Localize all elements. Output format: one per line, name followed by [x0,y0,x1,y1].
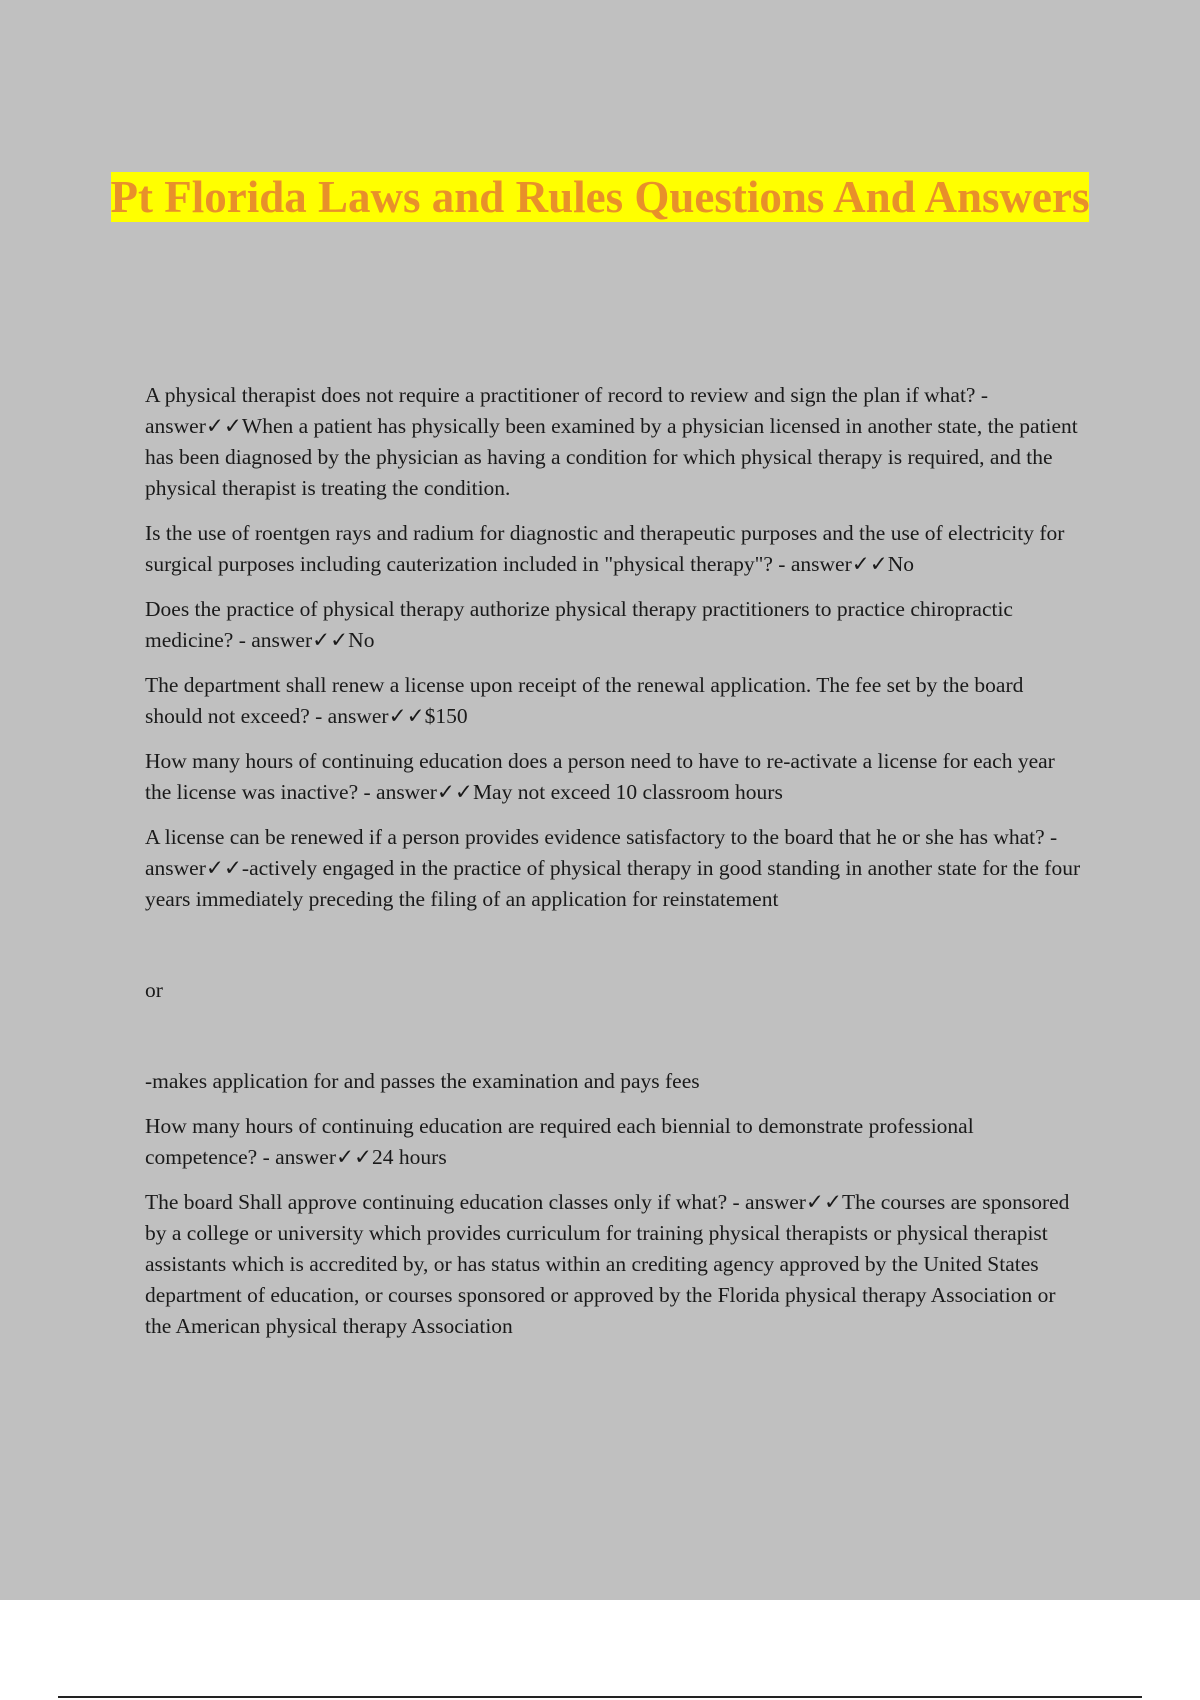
qa-content [145,380,1085,1356]
qa-entry: The board Shall approve continuing education classes only if what? - answer✓✓The courses are sponsored by a college or university which provides curriculum for training physical therapists or physical therapist assistants which is accredited by, or has status within an crediting agency approved by the United States department of education, or courses sponsored or approved by the Florida physical therapy Association or the American physical therapy Association [145,1190,1070,1338]
qa-entry: The department shall renew a license upon receipt of the renewal application. The fee set by the board should not exceed? - answer✓✓$150 [145,673,1024,728]
qa-entry: Is the use of roentgen rays and radium for diagnostic and therapeutic purposes and the use of electricity for surgical purposes including cauterization included in "physical therapy"? - answer✓✓No [145,521,1065,576]
qa-entry: A license can be renewed if a person provides evidence satisfactory to the board that he or she has what? - answer✓✓-actively engaged in the practice of physical therapy in good standing in another state for the four years immediately preceding the filing of an application for reinstatement [145,825,1081,911]
footer-divider [58,1696,1142,1698]
qa-entry-separator: or [145,978,163,1002]
qa-entry: How many hours of continuing education does a person need to have to re-activate a license for each year the license was inactive? - answer✓✓May not exceed 10 classroom hours [145,749,1055,804]
title-block [0,166,1200,228]
document-title: Pt Florida Laws and Rules Questions And Answers [110,172,1090,222]
qa-entry-continuation: -makes application for and passes the examination and pays fees [145,1069,700,1093]
qa-entry: How many hours of continuing education are required each biennial to demonstrate professional competence? - answer✓✓24 hours [145,1114,974,1169]
qa-entry: Does the practice of physical therapy authorize physical therapy practitioners to practice chiropractic medicine? - answer✓✓No [145,597,1013,652]
qa-entry: A physical therapist does not require a practitioner of record to review and sign the plan if what? - answer✓✓When a patient has physically been examined by a physician licensed in another state, the patient has been diagnosed by the physician as having a condition for which physical therapy is required, and the physical therapist is treating the condition. [145,383,1078,500]
